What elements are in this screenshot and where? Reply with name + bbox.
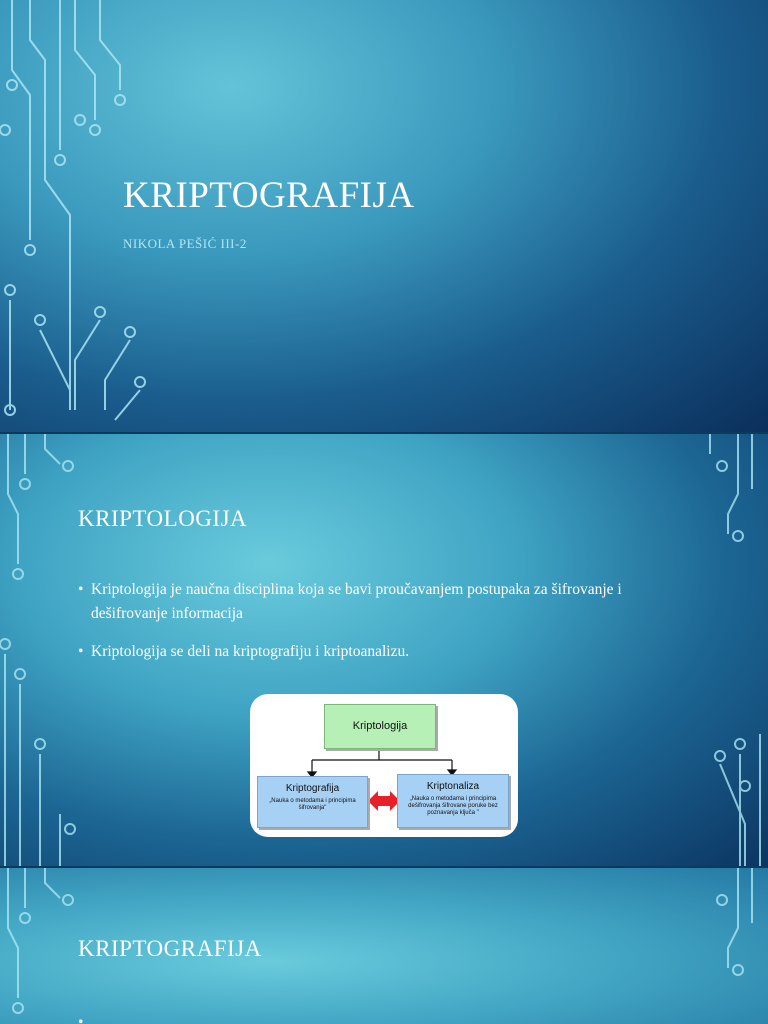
slide-title: KRIPTOGRAFIJA xyxy=(123,175,415,216)
bullet-text: Kriptologija je naučna disciplina koja se bavi proučavanjem postupaka za šifrovanje i dešifrovanje informacija xyxy=(91,581,622,622)
content-slide xyxy=(0,868,768,1024)
bullet-item xyxy=(78,578,678,626)
diagram-box-title: Kriptonaliza xyxy=(426,781,480,792)
bullet-icon: • xyxy=(78,1014,84,1024)
diagram-root-box: Kriptologija xyxy=(324,704,436,749)
kriptologija-diagram xyxy=(250,694,518,837)
slide-title: KRIPTOLOGIJA xyxy=(78,506,248,531)
diagram-kriptografija-box xyxy=(257,776,368,828)
bullet-icon: • xyxy=(78,643,84,660)
content-slide xyxy=(0,434,768,866)
bullet-icon: • xyxy=(78,581,84,598)
diagram-box-title: Kriptografija xyxy=(285,783,340,794)
slide-subtitle: NIKOLA PEŠIĆ III-2 xyxy=(123,236,247,251)
slide-title: KRIPTOGRAFIJA xyxy=(78,936,262,961)
diagram-box-desc: „Nauka o metodama i principima dešifrovanja šifrovane poruke bez poznavanja ključa " xyxy=(408,796,498,816)
bullet-text: Kriptologija se deli na kriptografiju i kriptoanalizu. xyxy=(91,643,410,660)
diagram-kriptonaliza-box xyxy=(397,774,509,828)
double-arrow-icon xyxy=(368,791,400,811)
title-slide xyxy=(0,0,768,432)
bullet-item xyxy=(78,640,678,664)
bullet-list xyxy=(78,578,678,678)
diagram-box-desc: „Nauka o metodama i principima šifrovanja" xyxy=(269,798,356,811)
